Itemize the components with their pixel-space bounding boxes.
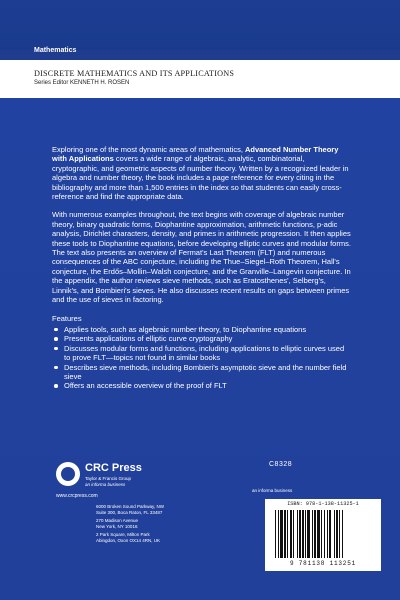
- barcode-bar: [307, 510, 310, 558]
- barcode-bar: [339, 510, 340, 558]
- blurb-paragraph-2: With numerous examples throughout, the text begins with coverage of algebraic number theory, binary quadratic forms, Diophantine approximation, arithmetic functions, p-adic analysis, Dirichlet characters, density, and primes in arithmetic progression. It then applies these tools to Diophantine equations, before developing elliptic curves and modular forms. The text also presents an overview of Fermat's Last Theorem (FLT) and numerous consequences of the ABC conjecture, including the Thue–Siegel–Roth Theorem, Hall's conjecture, the Erdős–Mollin–Walsh conjecture, and the Granville–Langevin conjecture. In the appendix, the author reviews sieve methods, such as Eratosthenes', Selberg's, Linnik's, and Bombieri's sieves. He also discusses recent results on gaps between primes and the use of sieves in factoring.: [52, 210, 351, 305]
- crc-logo-icon: [56, 462, 80, 486]
- address-line: 270 Madison Avenue: [96, 518, 138, 523]
- barcode-bar: [287, 510, 288, 558]
- barcode-bar: [329, 510, 331, 558]
- features-list: [52, 325, 352, 391]
- barcode-bar: [275, 510, 276, 558]
- series-title: DISCRETE MATHEMATICS AND ITS APPLICATIONS: [34, 69, 235, 78]
- barcode-bar: [314, 510, 316, 558]
- barcode-bar: [324, 510, 325, 558]
- barcode-bars: [275, 510, 373, 558]
- feature-item: Offers an accessible overview of the proof of FLT: [52, 381, 352, 390]
- barcode-bar: [334, 510, 335, 558]
- barcode-number: 9 781138 113251: [289, 560, 356, 567]
- barcode-bar: [327, 510, 328, 558]
- blurb-paragraph-1: Exploring one of the most dynamic areas of mathematics, Advanced Number Theory with Applications covers a wide range of algebraic, analytic, combinatorial, cryptographic, and geometric aspects of number theory. Written by a recognized leader in algebra and number theory, the book includes a page reference for every citing in the bibliography and more than 1,500 entries in the index so that students can easily cross-reference and find the appropriate data.: [52, 145, 349, 202]
- address-line: New York, NY 10016: [96, 524, 138, 529]
- book-title: Advanced Number Theory with Applications: [52, 145, 339, 164]
- barcode-bar: [284, 510, 286, 558]
- informa-logo: an informa business: [252, 488, 293, 493]
- barcode: [265, 499, 381, 571]
- barcode-bar: [293, 510, 294, 558]
- feature-item: Describes sieve methods, including Bombieri's asymptotic sieve and the number field sieve: [52, 363, 352, 382]
- publisher-business: an informa business: [85, 482, 126, 487]
- barcode-bar: [305, 510, 306, 558]
- series-bar: [0, 60, 400, 98]
- top-band: [0, 0, 400, 54]
- barcode-bar: [312, 510, 313, 558]
- blurb-content: [52, 145, 352, 391]
- address-line: Abingdon, Oxon OX14 4RN, UK: [96, 538, 161, 543]
- barcode-bar: [317, 510, 320, 558]
- publisher-group: Taylor & Francis Group: [85, 476, 132, 481]
- barcode-bar: [297, 510, 298, 558]
- address-line: 2 Park Square, Milton Park: [96, 532, 150, 537]
- series-editor: Series Editor KENNETH H. ROSEN: [34, 80, 130, 86]
- feature-item: Discusses modular forms and functions, including applications to elliptic curves used to prove FLT—topics not found in similar books: [52, 344, 352, 363]
- barcode-bar: [280, 510, 283, 558]
- isbn-label: ISBN: 978-1-138-11325-1: [287, 501, 359, 507]
- barcode-bar: [342, 510, 343, 558]
- barcode-bar: [299, 510, 301, 558]
- barcode-bar: [290, 510, 292, 558]
- feature-item: Presents applications of elliptic curve cryptography: [52, 334, 352, 343]
- feature-item: Applies tools, such as algebraic number theory, to Diophantine equations: [52, 325, 352, 334]
- product-code: C8328: [269, 461, 293, 468]
- barcode-bar: [336, 510, 338, 558]
- publisher-url: www.crcpress.com: [56, 493, 98, 499]
- features-heading: Features: [52, 313, 82, 323]
- address-line: Suite 300, Boca Raton, FL 33487: [96, 510, 163, 515]
- category-label: Mathematics: [34, 47, 77, 54]
- barcode-bar: [321, 510, 322, 558]
- barcode-bar: [302, 510, 304, 558]
- publisher-name: CRC Press: [85, 462, 142, 474]
- barcode-bar: [278, 510, 279, 558]
- address-line: 6000 Broken Sound Parkway, NW: [96, 504, 164, 509]
